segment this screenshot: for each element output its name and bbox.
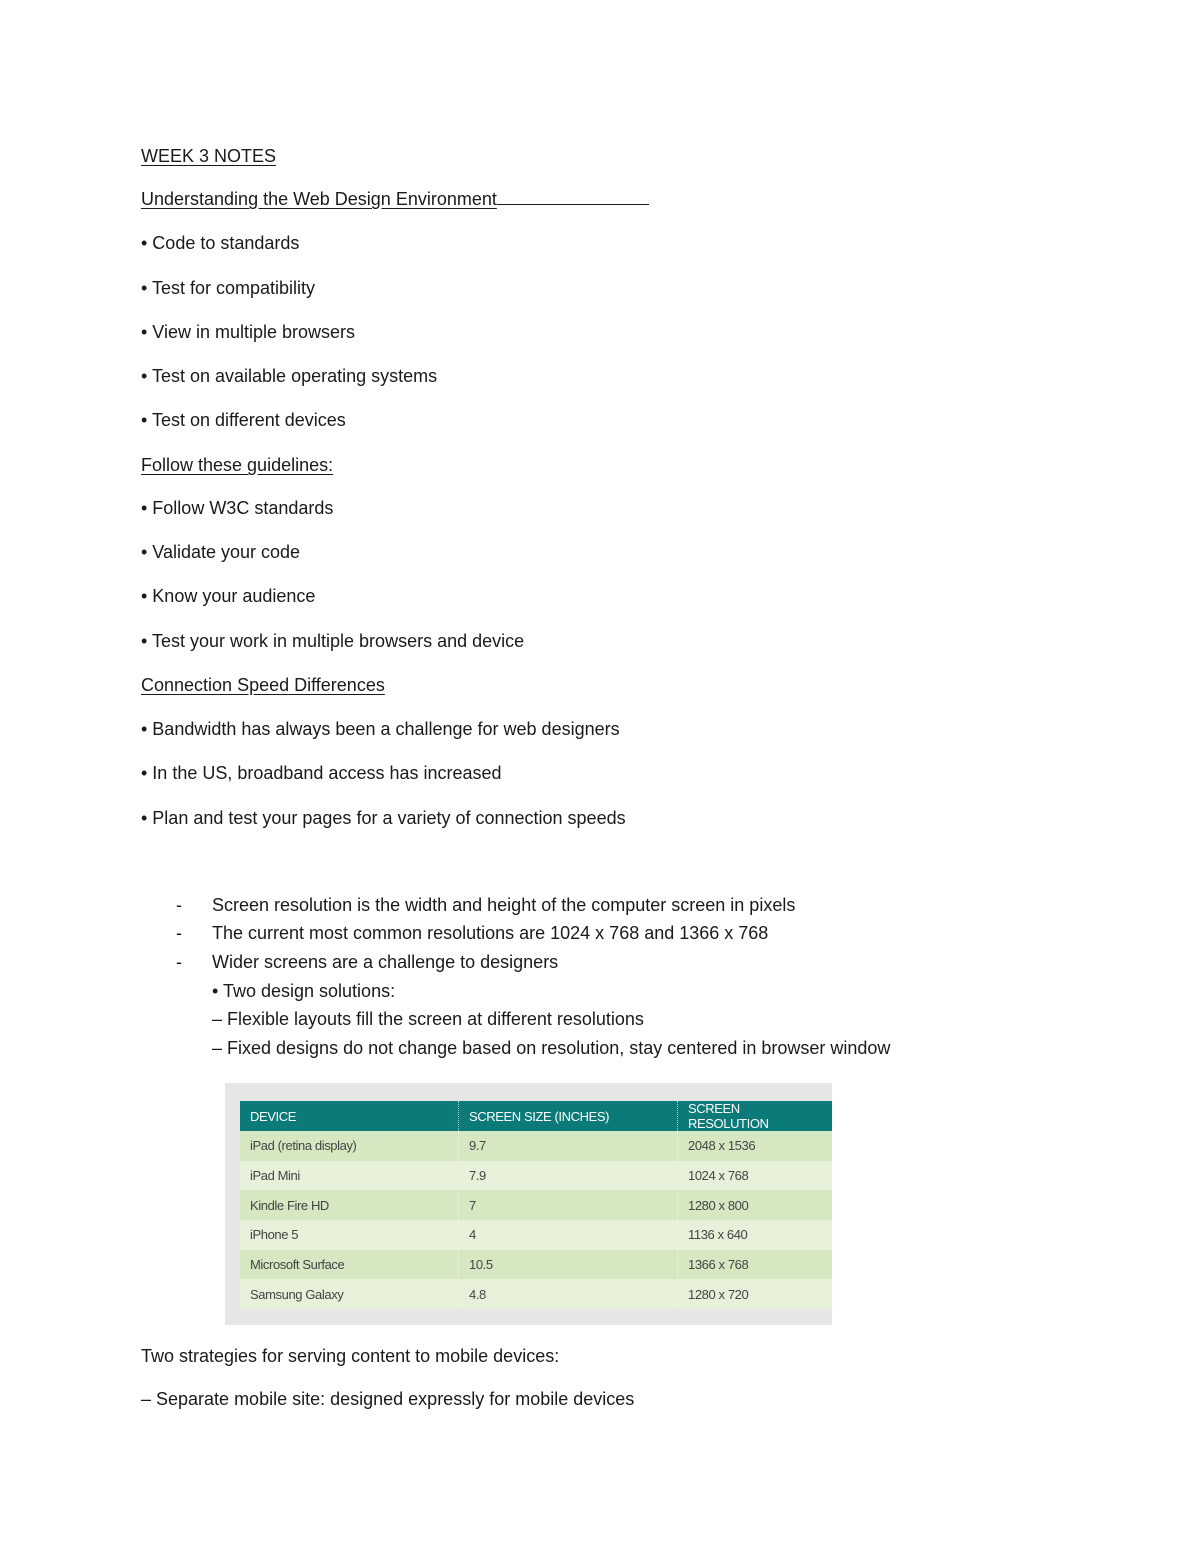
dash-list-item — [176, 922, 768, 944]
section-heading-connection-speed: Connection Speed Differences — [141, 675, 385, 695]
list-item: • Follow W3C standards — [141, 498, 334, 518]
sub-list-item: – Flexible layouts fill the screen at different resolutions — [212, 1009, 644, 1029]
section-heading-web-design-environment — [141, 188, 649, 210]
column-header-screen-size: SCREEN SIZE (INCHES) — [459, 1101, 678, 1131]
section-heading-guidelines: Follow these guidelines: — [141, 455, 334, 475]
list-item: • Test your work in multiple browsers and device — [141, 631, 525, 651]
table-row — [240, 1279, 832, 1309]
list-item: • View in multiple browsers — [141, 322, 356, 342]
table-cell: 1024 x 768 — [678, 1161, 833, 1191]
list-item: • Code to standards — [141, 233, 300, 253]
table-cell: Kindle Fire HD — [240, 1190, 459, 1220]
dash-marker: - — [176, 952, 182, 972]
list-item: • Validate your code — [141, 542, 301, 562]
table-row — [240, 1250, 832, 1280]
list-item: • In the US, broadband access has increased — [141, 763, 502, 783]
dash-marker: - — [176, 923, 182, 943]
column-header-device: DEVICE — [240, 1101, 459, 1131]
table-cell: 1280 x 800 — [678, 1190, 833, 1220]
column-header-screen-resolution: SCREEN RESOLUTION — [678, 1101, 833, 1131]
table-cell: iPhone 5 — [240, 1220, 459, 1250]
page-title: WEEK 3 NOTES — [141, 146, 277, 166]
table-cell: 4.8 — [459, 1279, 678, 1309]
table-cell: 9.7 — [459, 1131, 678, 1161]
dash-list-item — [176, 951, 558, 973]
strategies-intro: Two strategies for serving content to mobile devices: — [141, 1346, 560, 1366]
table-cell: 7 — [459, 1190, 678, 1220]
list-item: • Test on different devices — [141, 410, 346, 430]
table-row — [240, 1131, 832, 1161]
heading-underline-rule — [497, 188, 649, 205]
list-item: • Know your audience — [141, 586, 316, 606]
table-cell: 4 — [459, 1220, 678, 1250]
table-cell: iPad Mini — [240, 1161, 459, 1191]
device-resolution-table — [240, 1101, 832, 1309]
dash-list-text: The current most common resolutions are 1024 x 768 and 1366 x 768 — [212, 923, 769, 943]
table-row — [240, 1161, 832, 1191]
table-cell: 10.5 — [459, 1250, 678, 1280]
table-cell: 1280 x 720 — [678, 1279, 833, 1309]
table-cell: 1366 x 768 — [678, 1250, 833, 1280]
list-item: • Plan and test your pages for a variety of connection speeds — [141, 808, 626, 828]
dash-list-text: Screen resolution is the width and height of the computer screen in pixels — [212, 895, 796, 915]
table-row — [240, 1190, 832, 1220]
table-row — [240, 1220, 832, 1250]
table-cell: 2048 x 1536 — [678, 1131, 833, 1161]
device-resolution-table-image — [225, 1083, 832, 1325]
list-item: • Test on available operating systems — [141, 366, 438, 386]
section-heading-text: Understanding the Web Design Environment — [141, 189, 497, 209]
table-header-row — [240, 1101, 832, 1131]
dash-list-item — [176, 894, 795, 916]
list-item: • Bandwidth has always been a challenge for web designers — [141, 719, 620, 739]
table-cell: iPad (retina display) — [240, 1131, 459, 1161]
dash-marker: - — [176, 895, 182, 915]
table-cell: Microsoft Surface — [240, 1250, 459, 1280]
dash-list-text: Wider screens are a challenge to designers — [212, 952, 559, 972]
sub-list-item: – Fixed designs do not change based on resolution, stay centered in browser window — [212, 1038, 891, 1058]
table-cell: 1136 x 640 — [678, 1220, 833, 1250]
table-cell: 7.9 — [459, 1161, 678, 1191]
list-item: • Test for compatibility — [141, 278, 316, 298]
table-cell: Samsung Galaxy — [240, 1279, 459, 1309]
list-item: – Separate mobile site: designed expressly for mobile devices — [141, 1389, 635, 1409]
sub-list-item: • Two design solutions: — [212, 981, 396, 1001]
